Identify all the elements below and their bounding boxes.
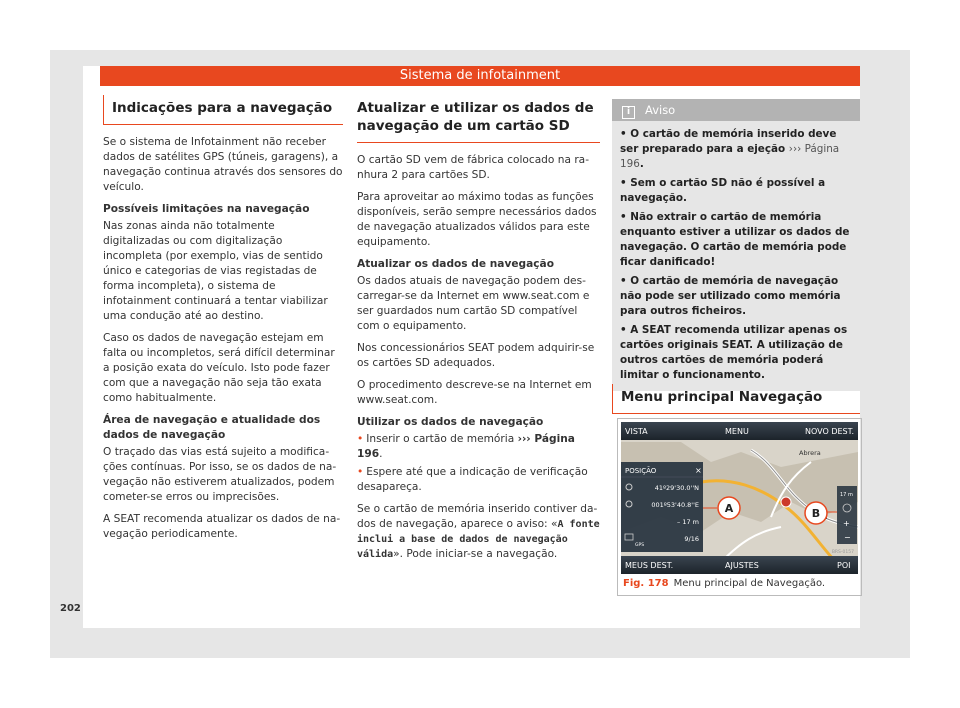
vehicle-position-marker	[781, 497, 791, 507]
warning-box	[612, 99, 860, 391]
page-number: 202	[60, 603, 81, 614]
svg-text:B: B	[811, 507, 821, 520]
subheading: Utilizar os dados de navegação	[357, 416, 544, 428]
zoom-out-icon[interactable]: −	[844, 533, 851, 542]
subheading: Atualizar os dados de navegação	[357, 258, 554, 270]
paragraph: Se o sistema de Infotainment não receber dados de satélites GPS (túneis, garagens), a navegação continua através dos sensores do veículo.	[103, 136, 343, 193]
bullet-icon: •	[620, 128, 631, 140]
paragraph: O traçado das vias está sujeito a modificações contínuas. Por isso, se os dados de navegação não estiverem atualizados, podem cometer-se erros ou imprecisões.	[103, 446, 337, 503]
chapter-header: Sistema de infotainment	[100, 66, 860, 86]
close-icon[interactable]: ×	[695, 466, 702, 475]
paragraph: Nas zonas ainda não totalmente digitalizadas ou com digitalização incompleta (por exemplo, vias de sentido único e categorias de vias registadas de forma incompleta), o sistema de infotainment continuará a tentar viabilizar uma condução até ao destino.	[103, 220, 328, 322]
warning-item: • Sem o cartão SD não é possível a navegação.	[620, 177, 826, 204]
navigation-screen-image	[621, 422, 858, 574]
figure-caption-text: Menu principal de Navegação.	[673, 578, 826, 589]
info-icon: i	[622, 106, 635, 119]
figure	[617, 418, 862, 596]
column-2	[357, 95, 600, 569]
map-town-label: Abrera	[799, 449, 821, 457]
column-3	[612, 99, 860, 391]
bullet-icon: •	[620, 211, 631, 223]
my-destinations-button[interactable]: MEUS DEST.	[625, 561, 674, 570]
figure-label: Fig. 178	[623, 578, 669, 589]
bullet-icon: •	[620, 275, 631, 287]
subheading: Área de navegação e atualidade dos dados de navegação	[103, 414, 321, 441]
subheading: Possíveis limitações na navegação	[103, 203, 310, 215]
warning-item: • A SEAT recomenda utilizar apenas os cartões originais SEAT. A utilização de outros cartões de memória poderá limitar o funcionamento.	[620, 324, 848, 381]
paragraph: Os dados atuais de navegação podem descarregar-se da Internet em www.seat.com e ser guardados num cartão SD compatível com o equipamento.	[357, 275, 590, 332]
warning-item: • O cartão de memória inserido deve ser preparado para a ejeção ››› Página 196.	[620, 128, 840, 170]
warning-item: • Não extrair o cartão de memória enquanto estiver a utilizar os dados de navegação. O cartão de memória pode ficar danificado!	[620, 211, 850, 268]
warning-item: • O cartão de memória de navegação não pode ser utilizado como memória para outros ficheiros.	[620, 275, 841, 317]
figure-caption	[623, 578, 825, 589]
bullet-icon: •	[357, 433, 364, 445]
bullet-icon: •	[620, 177, 631, 189]
warning-box-body	[612, 121, 860, 391]
page-reference-link[interactable]: ››› Página 196	[620, 143, 840, 170]
paragraph: Nos concessionários SEAT podem adquirir-se os cartões SD adequados.	[357, 342, 595, 369]
section-heading-main-menu: Menu principal Navegação	[612, 384, 860, 414]
view-button[interactable]: VISTA	[625, 427, 648, 436]
gps-label: GPS	[635, 543, 645, 548]
paragraph: Para aproveitar ao máximo todas as funções disponíveis, serão sempre necessários dados de navegação atualizados válidos para este equipamento.	[357, 191, 597, 248]
paragraph: O procedimento descreve-se na Internet em www.seat.com.	[357, 379, 592, 406]
navigation-map-illustration	[621, 422, 858, 574]
longitude-value: 001º53'40.8''E	[651, 501, 699, 509]
latitude-value: 41º29'30.0''N	[654, 484, 699, 492]
paragraph: Caso os dados de navegação estejam em falta ou incompletos, será difícil determinar a posição exata do veículo. Isto pode fazer com que a navegação não seja tão exata como habitualmente.	[103, 332, 335, 404]
warning-box-header: i Aviso	[612, 99, 860, 121]
menu-button[interactable]: MENU	[725, 427, 749, 436]
position-panel-title: POSIÇÃO	[625, 467, 657, 475]
image-code: BRS-0157	[831, 550, 854, 555]
new-destination-button[interactable]: NOVO DEST.	[805, 427, 855, 436]
paragraph: A SEAT recomenda atualizar os dados de navegação periodicamente.	[103, 513, 341, 540]
section-heading-navigation-tips: Indicações para a navegação	[103, 95, 343, 125]
paragraph: O cartão SD vem de fábrica colocado na ranhura 2 para cartões SD.	[357, 154, 590, 181]
svg-text:A: A	[724, 502, 734, 515]
satellites-value: 9/16	[684, 535, 699, 543]
bullet-icon: •	[620, 324, 631, 336]
bullet-icon: •	[357, 466, 364, 478]
zoom-in-icon[interactable]: +	[843, 519, 850, 528]
scale-value: 17 m	[840, 492, 853, 498]
altitude-value: – 17 m	[677, 518, 699, 526]
list-item: • Inserir o cartão de memória ››› Página 196.	[357, 433, 575, 460]
page-reference-link[interactable]: ››› Página 196	[357, 433, 575, 460]
settings-button[interactable]: AJUSTES	[725, 561, 759, 570]
display-message: A fonte inclui a base de dados de navegação válida	[357, 519, 600, 560]
column-1	[103, 95, 343, 549]
paragraph: Se o cartão de memória inserido contiver dados de navegação, aparece o aviso: «A fonte inclui a base de dados de navegação válida». Pode iniciar-se a navegação.	[357, 503, 600, 560]
section-heading-sd-card: Atualizar e utilizar os dados de navegação de um cartão SD	[357, 95, 600, 143]
poi-button[interactable]: POI	[837, 561, 851, 570]
list-item: • Espere até que a indicação de verificação desapareça.	[357, 466, 588, 493]
